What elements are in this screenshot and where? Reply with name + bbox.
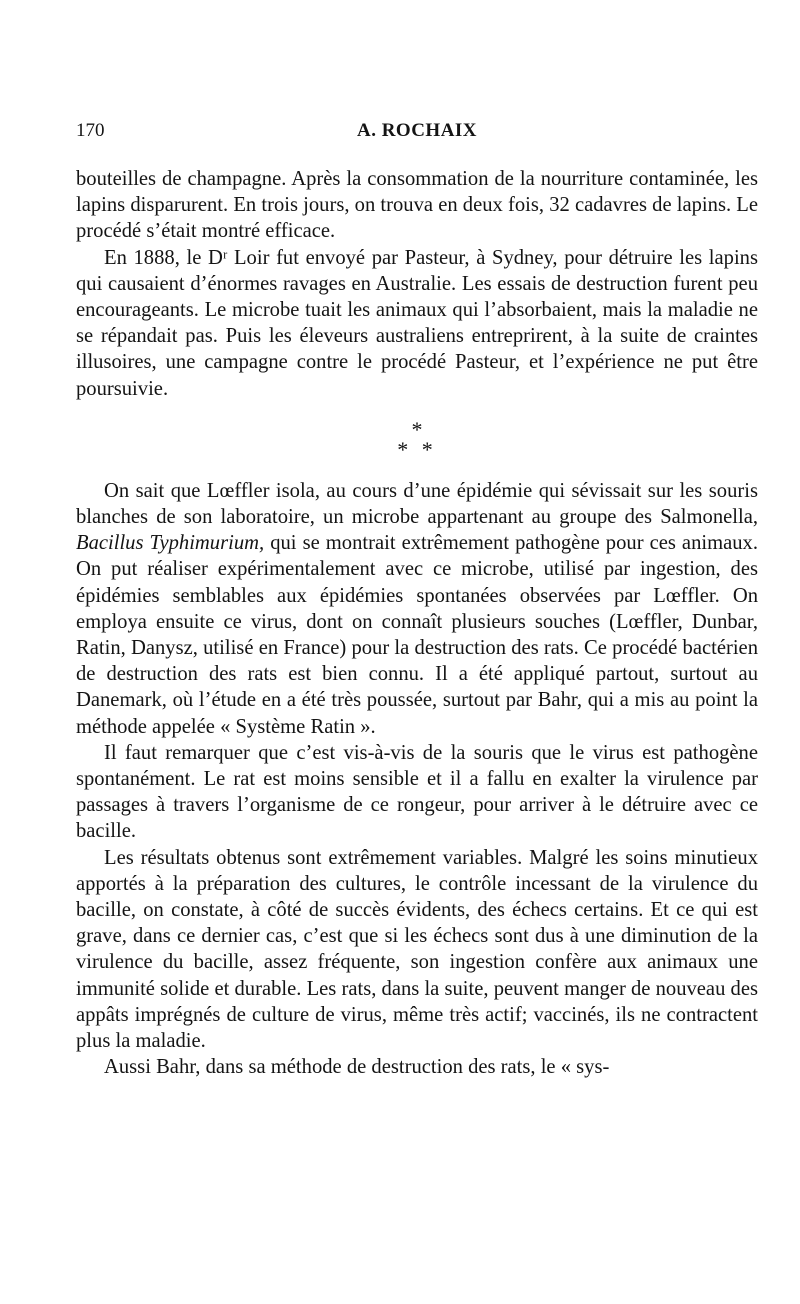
paragraph: bouteilles de champagne. Après la consommation de la nourriture contaminée, les lapins disparurent. En trois jours, on trouva en deux fois, 32 cadavres de lapins. Le procédé s’était montré efficace. bbox=[76, 168, 758, 243]
paragraph bbox=[76, 478, 758, 740]
section-separator bbox=[76, 416, 758, 462]
paragraph: Les résultats obtenus sont extrêmement variables. Malgré les soins minutieux apportés à la préparation des cultures, le contrôle incessant de la virulence du bacille, on constate, à côté de succès évidents, des échecs certains. Et ce qui est grave, dans ce dernier cas, c’est que si les échecs sont dus à une diminution de la virulence du bacille, assez fréquente, son ingestion confère aux animaux une immunité solide et durable. Les rats, dans la suite, peuvent manger de nouveau des appâts imprégnés de culture de virus, même très actif; vaccinés, ils ne contractent plus la maladie. bbox=[76, 846, 758, 1053]
species-name: Bacillus Typhimurium, bbox=[76, 532, 265, 555]
page-body bbox=[76, 166, 758, 1081]
paragraph: En 1888, le Dʳ Loir fut envoyé par Pasteur, à Sydney, pour détruire les lapins qui causaient d’énormes ravages en Australie. Les essais de destruction furent peu encourageants. Le microbe tuait les animaux qui l’absorbaient, mais la maladie ne se répandait pas. Puis les éleveurs australiens entreprirent, à la suite de craintes illusoires, une campagne contre le procédé Pasteur, et l’expérience ne put être poursuivie. bbox=[76, 246, 758, 400]
paragraph-text: qui se montrait extrêmement pathogène pour ces animaux. On put réaliser expérimentalement avec ce microbe, utilisé par ingestion, des épidémies semblables aux épidémies spontanées observées par Lœffler. On employa ensuite ce virus, dont on connaît plusieurs souches (Lœffler, Dunbar, Ratin, Danysz, utilisé en France) pour la destruction des rats. Ce procédé bactérien de destruction des rats est bien connu. Il a été appliqué partout, surtout au Danemark, où l’étude en a été très poussée, surtout par Bahr, qui a mis au point la méthode appelée « Système Ratin ». bbox=[76, 532, 758, 738]
asterism-bottom: * * bbox=[397, 436, 437, 462]
running-head: A. ROCHAIX bbox=[356, 120, 478, 141]
asterism-top: * bbox=[411, 416, 423, 442]
page-number: 170 bbox=[76, 120, 105, 141]
paragraph: Aussi Bahr, dans sa méthode de destruction des rats, le « sys- bbox=[104, 1056, 610, 1079]
paragraph: Il faut remarquer que c’est vis-à-vis de la souris que le virus est pathogène spontanément. Le rat est moins sensible et il a fallu en exalter la virulence par passages à travers l’organisme de ce rongeur, pour arriver à le détruire avec ce bacille. bbox=[76, 741, 758, 843]
page-header bbox=[76, 120, 758, 144]
paragraph-text: On sait que Lœffler isola, au cours d’une épidémie qui sévissait sur les souris blanches de son laboratoire, un microbe appartenant au groupe des Salmonella, bbox=[76, 479, 758, 529]
